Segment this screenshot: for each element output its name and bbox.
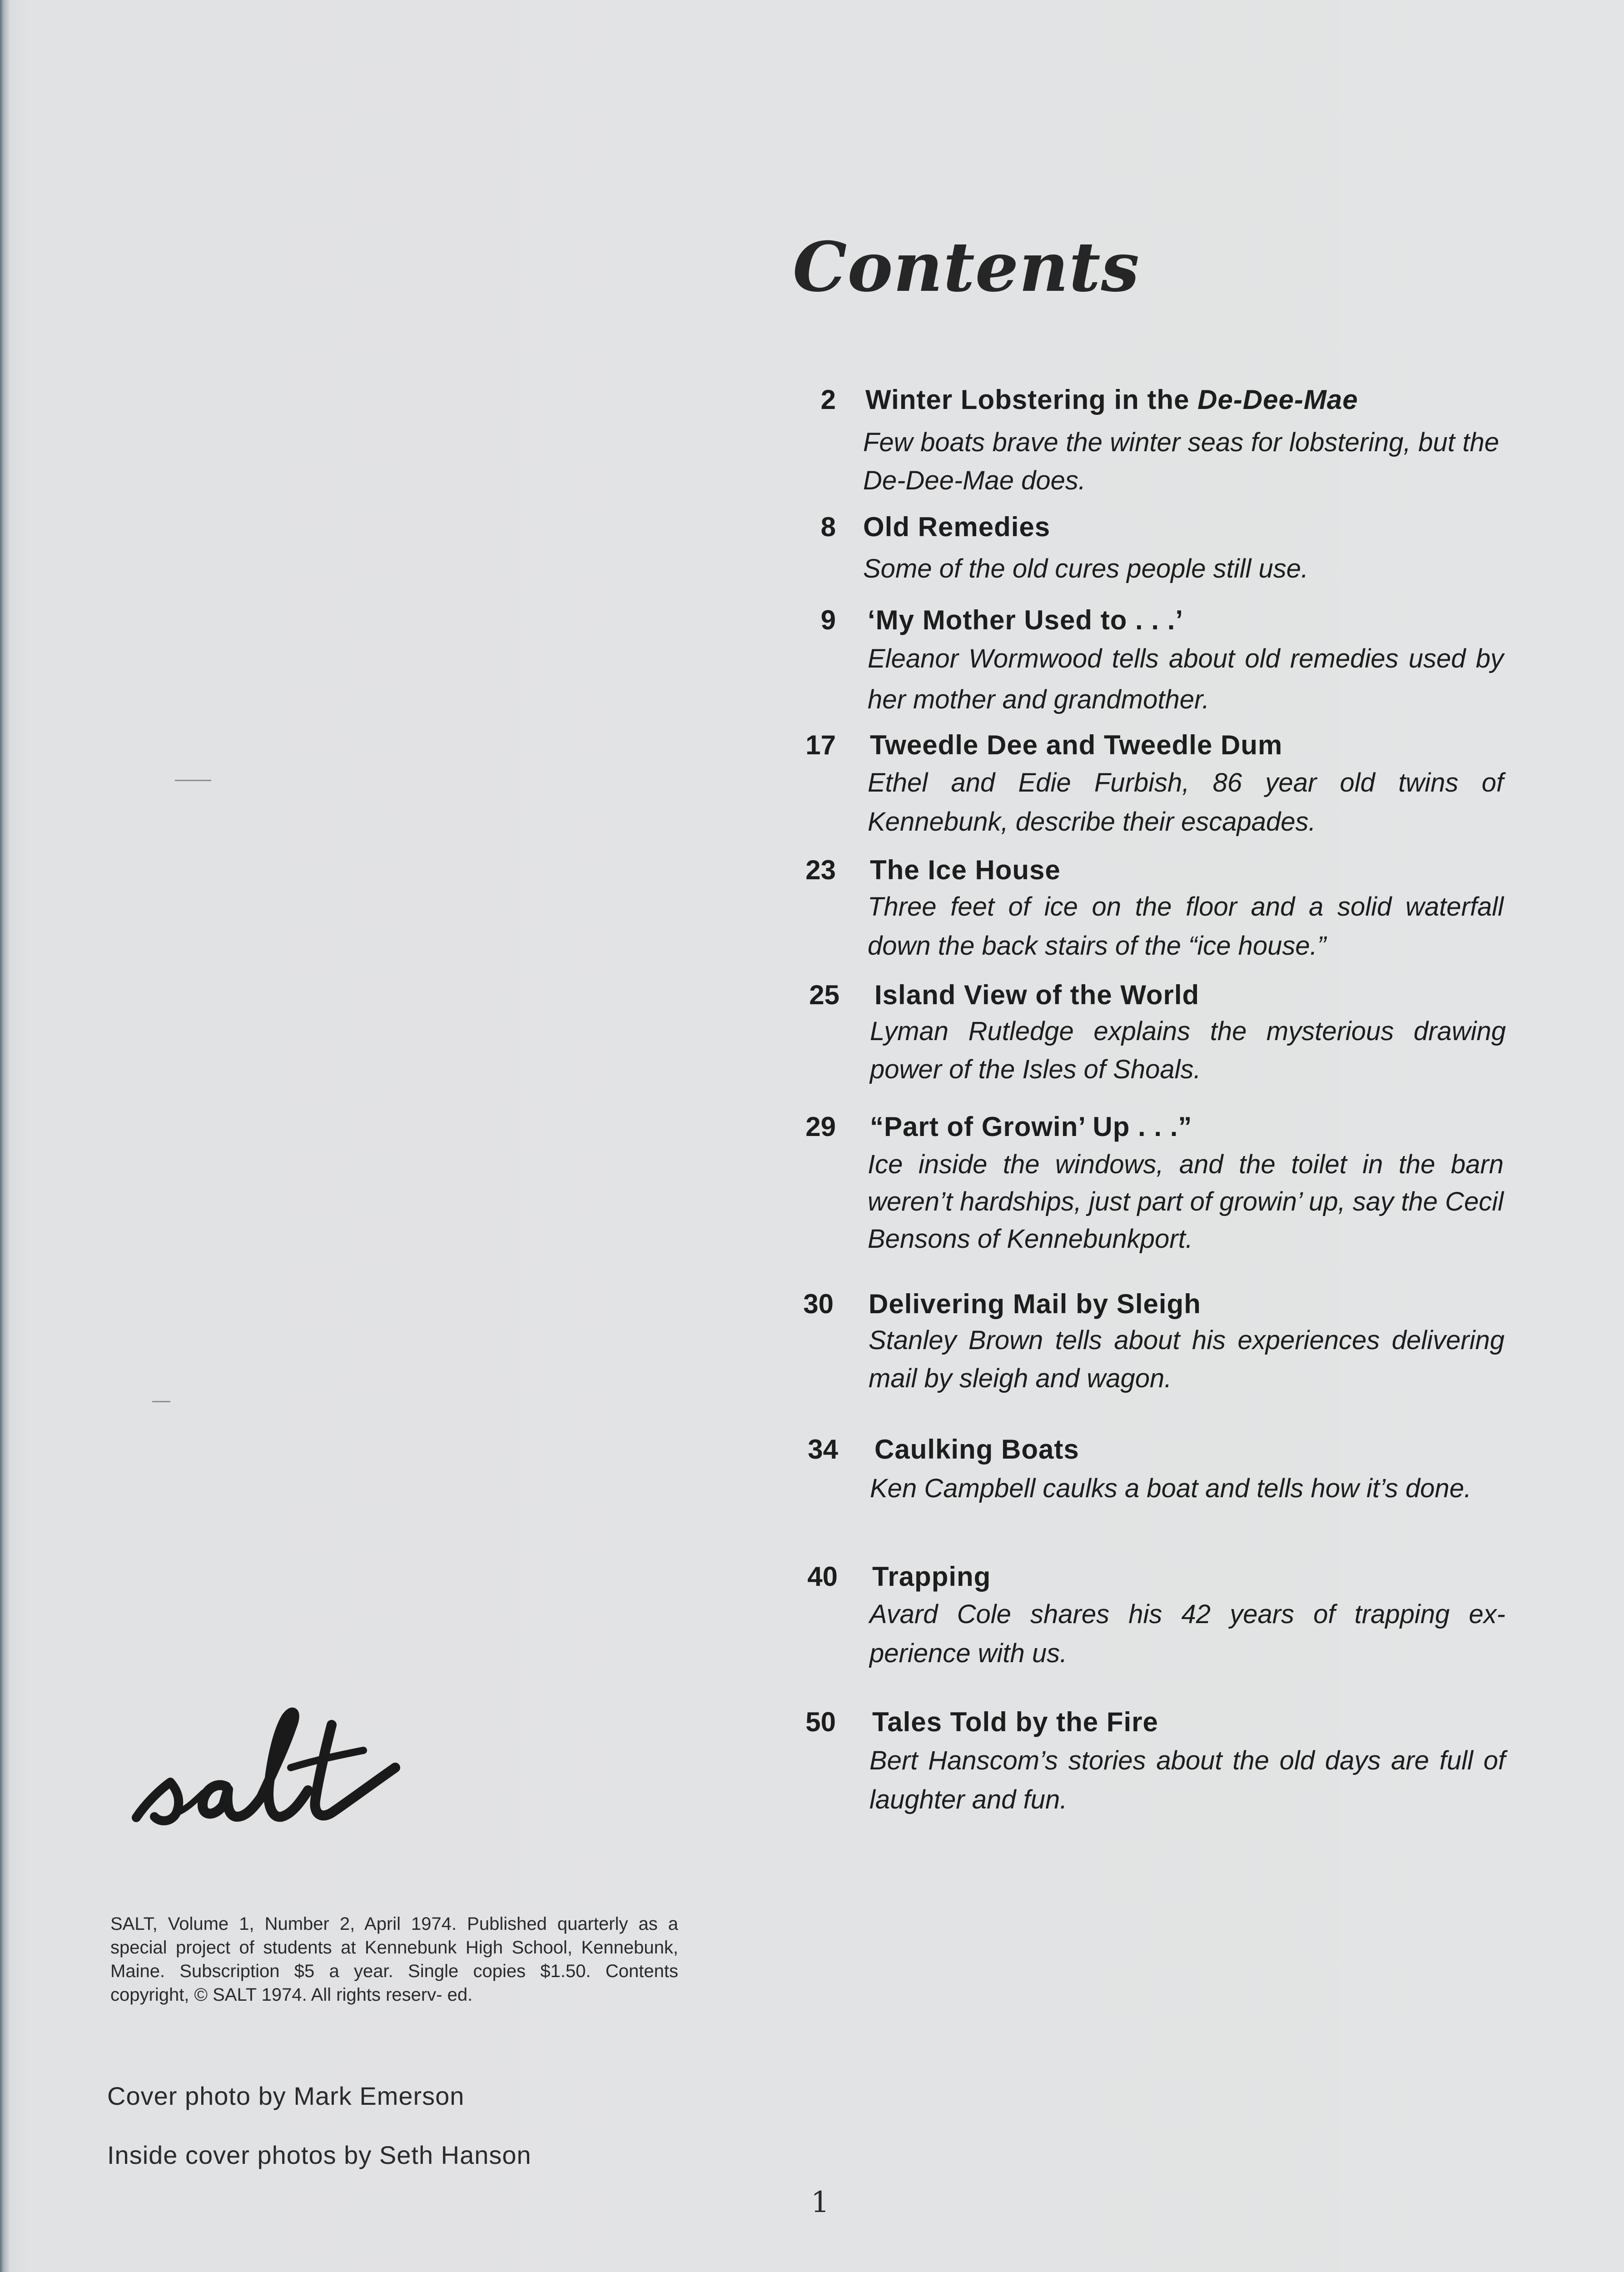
entry-description: Three feet of ice on the floor and a solid waterfall down the back stairs of the “ice house.”: [868, 892, 1504, 961]
entry-title: Island View of the World: [874, 980, 1200, 1010]
entry-description: Lyman Rutledge explains the mysterious drawing power of the Isles of Shoals.: [870, 1016, 1506, 1084]
entry-page-number: 9: [820, 605, 836, 635]
entry-title: Trapping: [872, 1561, 991, 1592]
entry-description: Bert Hanscom’s stories about the old days are full of laughter and fun.: [869, 1746, 1505, 1814]
inside-cover-photo-credit: Inside cover photos by Seth Hanson: [107, 2141, 531, 2169]
contents-heading: Contents: [793, 227, 1140, 307]
salt-logo: [127, 1681, 409, 1836]
entry-title: Tales Told by the Fire: [872, 1707, 1158, 1737]
entry-description: Avard Cole shares his 42 years of trapping ex- perience with us.: [869, 1599, 1505, 1668]
entry-title: The Ice House: [870, 855, 1061, 885]
entry-title: Winter Lobstering in the De-Dee-Mae: [865, 384, 1358, 415]
entry-description: Ken Campbell caulks a boat and tells how it’s done.: [870, 1474, 1472, 1503]
entry-page-number: 30: [803, 1289, 834, 1319]
publication-imprint: SALT, Volume 1, Number 2, April 1974. Published quarterly as a special project of students at Kennebunk High School, Kennebunk, Maine. Subscription $5 a year. Single copies $1.50. Contents copyright, © SALT 1974. All rights reserv- ed.: [110, 1914, 678, 2005]
entry-title: Caulking Boats: [874, 1434, 1079, 1465]
entry-page-number: 8: [820, 512, 836, 542]
entry-page-number: 29: [805, 1111, 836, 1142]
entry-page-number: 34: [808, 1434, 838, 1465]
entry-description: Ethel and Edie Furbish, 86 year old twins of Kennebunk, describe their escapades.: [868, 768, 1504, 837]
entry-description: Stanley Brown tells about his experiences delivering mail by sleigh and wagon.: [869, 1325, 1505, 1393]
entry-title: “Part of Growin’ Up . . .”: [870, 1111, 1192, 1142]
entry-title: Tweedle Dee and Tweedle Dum: [870, 730, 1283, 760]
entry-page-number: 50: [805, 1707, 836, 1737]
entry-title: Old Remedies: [863, 512, 1051, 542]
entry-title: ‘My Mother Used to . . .’: [868, 605, 1184, 635]
entry-page-number: 17: [805, 730, 836, 760]
paper-speck: [152, 1401, 170, 1402]
page-number: 1: [811, 2186, 829, 2219]
entry-description: Ice inside the windows, and the toilet in the barn weren’t hardships, just part of growin’ up, say the Cecil Bensons of Kennebunkport.: [868, 1150, 1504, 1254]
entry-description: Some of the old cures people still use.: [863, 554, 1309, 583]
entry-description: Eleanor Wormwood tells about old remedies used by her mother and grandmother.: [868, 644, 1504, 714]
entry-page-number: 23: [805, 855, 836, 885]
entry-title: Delivering Mail by Sleigh: [869, 1289, 1201, 1319]
entry-title-boat-name: De-Dee-Mae: [1197, 384, 1358, 415]
entry-description: Few boats brave the winter seas for lobstering, but the De-Dee-Mae does.: [863, 428, 1499, 495]
paper-speck: [175, 780, 211, 781]
cover-photo-credit: Cover photo by Mark Emerson: [107, 2082, 465, 2110]
entry-page-number: 25: [809, 980, 839, 1010]
entry-page-number: 40: [807, 1561, 838, 1592]
entry-page-number: 2: [820, 384, 836, 415]
